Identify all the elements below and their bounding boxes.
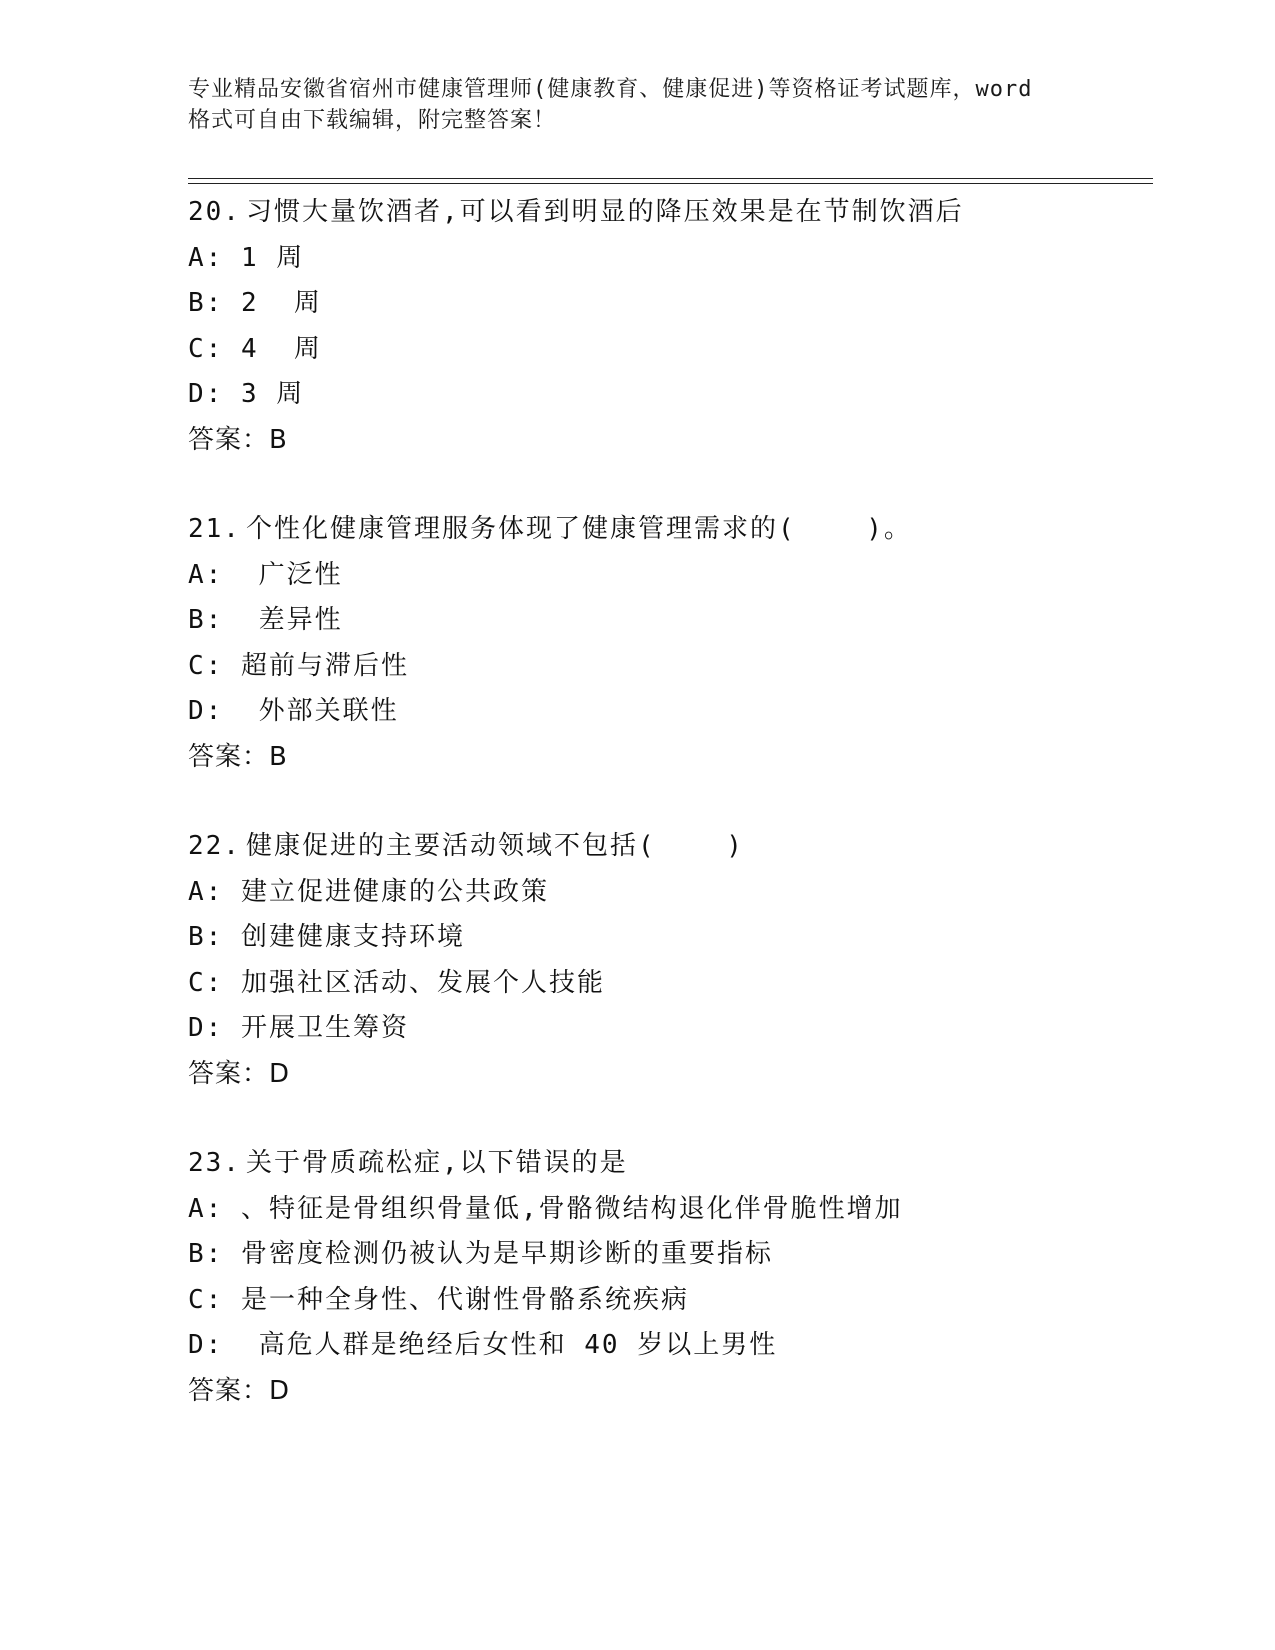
option-text (223, 1285, 241, 1315)
option-b (188, 281, 1148, 327)
option-text: 2 周 (240, 288, 322, 318)
option-a (188, 870, 1148, 916)
option-text: 建立促进健康的公共政策 (240, 876, 549, 907)
option-text (223, 560, 241, 590)
option-text (223, 1330, 241, 1360)
option-text: 1 周 (240, 242, 305, 273)
header-line-1: 专业精品安徽省宿州市健康管理师(健康教育、健康促进)等资格证考试题库，word (188, 77, 1033, 102)
question-number: 22. (188, 831, 241, 861)
option-text: 是一种全身性、代谢性骨骼系统疾病 (240, 1284, 689, 1315)
option-text (223, 922, 241, 952)
option-a (188, 553, 1148, 599)
option-b (188, 915, 1148, 961)
option-c (188, 644, 1148, 690)
option-letter: C: (188, 1284, 224, 1315)
option-text (223, 877, 241, 907)
answer-line: 答案：B (188, 741, 288, 772)
option-text: 开展卫生筹资 (240, 1013, 409, 1043)
option-letter: D: (188, 1013, 224, 1043)
option-text: 加强社区活动、发展个人技能 (240, 967, 605, 998)
option-a (188, 236, 1148, 282)
option-c (188, 961, 1148, 1007)
question-item (188, 824, 1148, 1097)
option-text (223, 243, 241, 273)
question-list (188, 190, 1148, 1414)
question-stem (188, 507, 1148, 553)
option-letter: B: (188, 922, 224, 952)
question-text: 个性化健康管理服务体现了健康管理需求的( )。 (246, 514, 912, 544)
option-d (188, 372, 1148, 418)
option-letter: D: (188, 379, 224, 409)
option-text (223, 968, 241, 998)
option-letter: C: (188, 333, 224, 364)
header-divider-top (188, 178, 1153, 179)
option-b (188, 1232, 1148, 1278)
option-text: 创建健康支持环境 (240, 922, 465, 952)
option-text (223, 1239, 241, 1269)
option-c (188, 327, 1148, 373)
answer-line: 答案：D (188, 1058, 291, 1089)
option-text: 外部关联性 (240, 696, 399, 726)
option-text (223, 334, 241, 364)
question-item (188, 1141, 1148, 1414)
option-text (223, 696, 241, 726)
option-letter: A: (188, 876, 224, 907)
option-a (188, 1187, 1148, 1233)
question-stem (188, 824, 1148, 870)
option-text: 、特征是骨组织骨量低,骨骼微结构退化伴骨脆性增加 (240, 1193, 903, 1224)
option-text: 骨密度检测仍被认为是早期诊断的重要指标 (240, 1239, 773, 1269)
question-text: 关于骨质疏松症,以下错误的是 (246, 1148, 628, 1178)
option-d (188, 1006, 1148, 1052)
option-letter: D: (188, 696, 224, 726)
option-text (223, 605, 241, 635)
document-header (188, 74, 1088, 136)
option-letter: A: (188, 242, 224, 273)
option-letter: B: (188, 288, 224, 318)
question-text: 健康促进的主要活动领域不包括( ) (246, 831, 744, 861)
answer-line: 答案：D (188, 1375, 291, 1406)
option-d (188, 689, 1148, 735)
option-letter: D: (188, 1330, 224, 1360)
option-text (223, 651, 241, 681)
option-text: 3 周 (240, 379, 305, 409)
option-letter: B: (188, 605, 224, 635)
option-letter: B: (188, 1239, 224, 1269)
question-item (188, 190, 1148, 463)
header-divider-bottom (188, 183, 1153, 184)
header-line-2: 格式可自由下载编辑，附完整答案！ (188, 108, 557, 133)
option-d (188, 1323, 1148, 1369)
answer-line: 答案：B (188, 424, 288, 455)
option-text: 广泛性 (240, 559, 343, 590)
option-c (188, 1278, 1148, 1324)
question-item (188, 507, 1148, 780)
option-text (223, 1194, 241, 1224)
option-text (223, 379, 241, 409)
option-letter: C: (188, 650, 224, 681)
question-number: 21. (188, 514, 241, 544)
option-text (223, 288, 241, 318)
question-text: 习惯大量饮酒者,可以看到明显的降压效果是在节制饮酒后 (246, 197, 964, 227)
question-number: 20. (188, 197, 241, 227)
option-text: 超前与滞后性 (240, 650, 409, 681)
question-stem (188, 1141, 1148, 1187)
option-letter: A: (188, 559, 224, 590)
option-b (188, 598, 1148, 644)
option-text: 4 周 (240, 333, 322, 364)
option-text: 差异性 (240, 605, 343, 635)
option-letter: C: (188, 967, 224, 998)
option-letter: A: (188, 1193, 224, 1224)
option-text (223, 1013, 241, 1043)
option-text: 高危人群是绝经后女性和 40 岁以上男性 (240, 1330, 778, 1360)
question-stem (188, 190, 1148, 236)
question-number: 23. (188, 1148, 241, 1178)
